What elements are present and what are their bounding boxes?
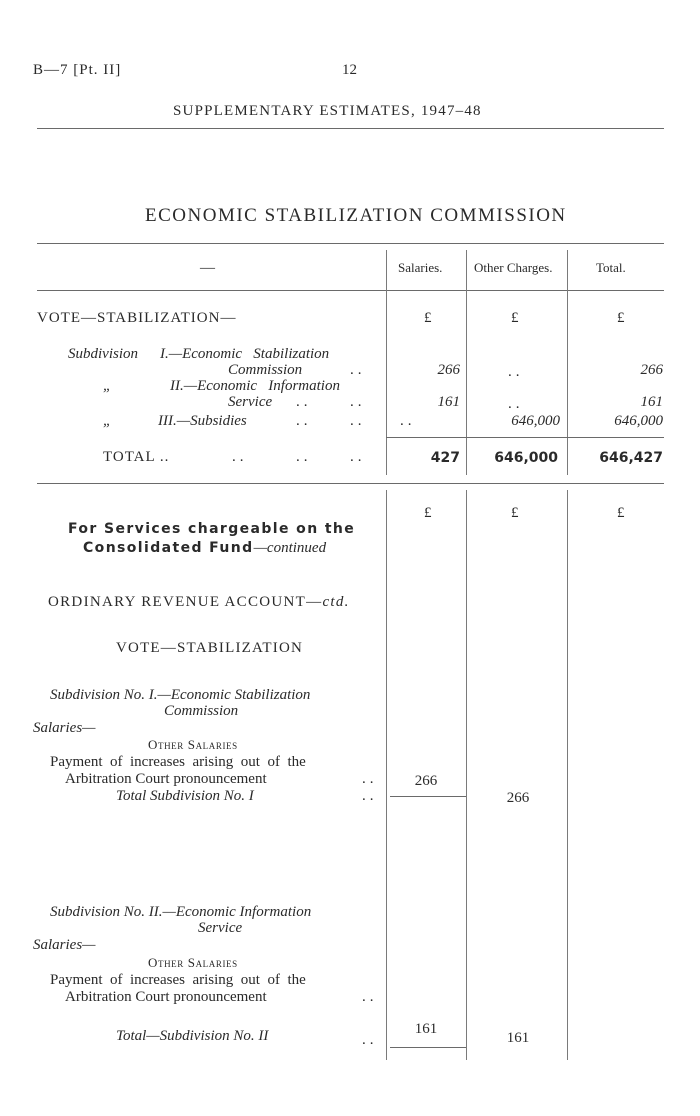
currency-other: £	[511, 310, 519, 326]
currency-salaries: £	[424, 310, 432, 326]
leader-dots: ..	[362, 788, 378, 804]
subtotal-rule	[390, 796, 466, 797]
leader-dots: ..	[362, 771, 378, 787]
column-header-salaries: Salaries.	[398, 260, 443, 275]
column-divider	[567, 250, 568, 475]
vote-title-detail: VOTE—STABILIZATION	[116, 640, 304, 656]
column-header-item: —	[200, 260, 215, 276]
row-label-cont: Commission	[228, 362, 303, 378]
row-prefix: „	[103, 378, 112, 394]
other-value: 646,000	[511, 413, 560, 429]
payment-description: Payment of increases arising out of the	[50, 972, 306, 988]
leader-dots: ..	[296, 394, 312, 410]
subdivision-title: Subdivision No. I.—Economic Stabilization	[50, 687, 311, 703]
total-value: 161	[640, 394, 663, 410]
total-value: 266	[640, 362, 663, 378]
other-value: ..	[508, 364, 524, 380]
other-salaries-label: Other Salaries	[148, 737, 238, 752]
table-top-rule	[37, 243, 664, 244]
row-label: II.—Economic Information	[170, 378, 340, 394]
currency-salaries: £	[424, 505, 432, 521]
leader-dots: ..	[350, 449, 366, 465]
other-value: ..	[508, 396, 524, 412]
salaries-value: 161	[437, 394, 460, 410]
column-header-total: Total.	[596, 260, 626, 275]
leader-dots: ..	[362, 989, 378, 1005]
other-salaries-label: Other Salaries	[148, 955, 238, 970]
currency-other: £	[511, 505, 519, 521]
row-prefix: „	[103, 413, 112, 429]
payment-amount: 161	[414, 1021, 438, 1037]
consolidated-fund: Consolidated Fund	[83, 540, 254, 556]
salaries-label: Salaries—	[33, 720, 96, 736]
subdivision-title-cont: Commission	[164, 703, 239, 719]
subdivision-total-amount: 266	[506, 790, 530, 806]
row-label: III.—Subsidies	[158, 413, 247, 429]
vote-title: VOTE—STABILIZATION—	[37, 310, 237, 326]
row-prefix: Subdivision	[68, 346, 138, 362]
total-salaries: 427	[430, 450, 460, 466]
row-label: I.—Economic Stabilization	[160, 346, 330, 362]
running-title: SUPPLEMENTARY ESTIMATES, 1947–48	[173, 103, 482, 119]
account-title	[48, 594, 350, 611]
column-header-other-charges: Other Charges.	[474, 260, 553, 275]
column-divider	[466, 250, 467, 475]
section-rule	[37, 483, 664, 484]
account-ctd: ctd.	[322, 594, 350, 610]
continued-label: —continued	[253, 540, 327, 556]
leader-dots: ..	[350, 362, 366, 378]
column-divider	[567, 490, 568, 1060]
salaries-value: ..	[400, 413, 416, 429]
salaries-label: Salaries—	[33, 937, 96, 953]
services-heading-cont	[83, 539, 326, 557]
salaries-value: 266	[437, 362, 460, 378]
account-title-text: ORDINARY REVENUE ACCOUNT—	[48, 594, 323, 610]
page-reference: B—7 [Pt. II]	[33, 62, 122, 78]
subtotal-rule	[390, 1047, 466, 1048]
currency-total: £	[617, 505, 625, 521]
payment-description: Payment of increases arising out of the	[50, 754, 306, 770]
table-head-rule	[37, 290, 664, 291]
total-rule	[386, 437, 664, 438]
payment-description-cont: Arbitration Court pronouncement	[65, 771, 267, 787]
leader-dots: ..	[296, 413, 312, 429]
leader-dots: ..	[362, 1032, 378, 1048]
currency-total: £	[617, 310, 625, 326]
total-grand: 646,427	[599, 450, 663, 466]
column-divider	[466, 490, 467, 1060]
leader-dots: ..	[350, 394, 366, 410]
subdivision-title-cont: Service	[198, 920, 243, 936]
total-value: 646,000	[614, 413, 663, 429]
row-label-cont: Service	[228, 394, 273, 410]
column-divider	[386, 250, 387, 475]
leader-dots: ..	[232, 449, 248, 465]
payment-description-cont: Arbitration Court pronouncement	[65, 989, 267, 1005]
leader-dots: ..	[350, 413, 366, 429]
column-divider	[386, 490, 387, 1060]
leader-dots: ..	[296, 449, 312, 465]
header-rule	[37, 128, 664, 129]
services-heading: For Services chargeable on the	[68, 521, 356, 537]
subdivision-total-amount: 161	[506, 1030, 530, 1046]
commission-title: ECONOMIC STABILIZATION COMMISSION	[145, 205, 567, 226]
subdivision-title: Subdivision No. II.—Economic Information	[50, 904, 312, 920]
subdivision-total-label: Total Subdivision No. I	[116, 788, 254, 804]
total-label: TOTAL ..	[103, 449, 170, 465]
payment-amount: 266	[414, 773, 438, 789]
page-number: 12	[342, 62, 357, 78]
subdivision-total-label: Total—Subdivision No. II	[116, 1028, 269, 1044]
total-other: 646,000	[494, 450, 558, 466]
